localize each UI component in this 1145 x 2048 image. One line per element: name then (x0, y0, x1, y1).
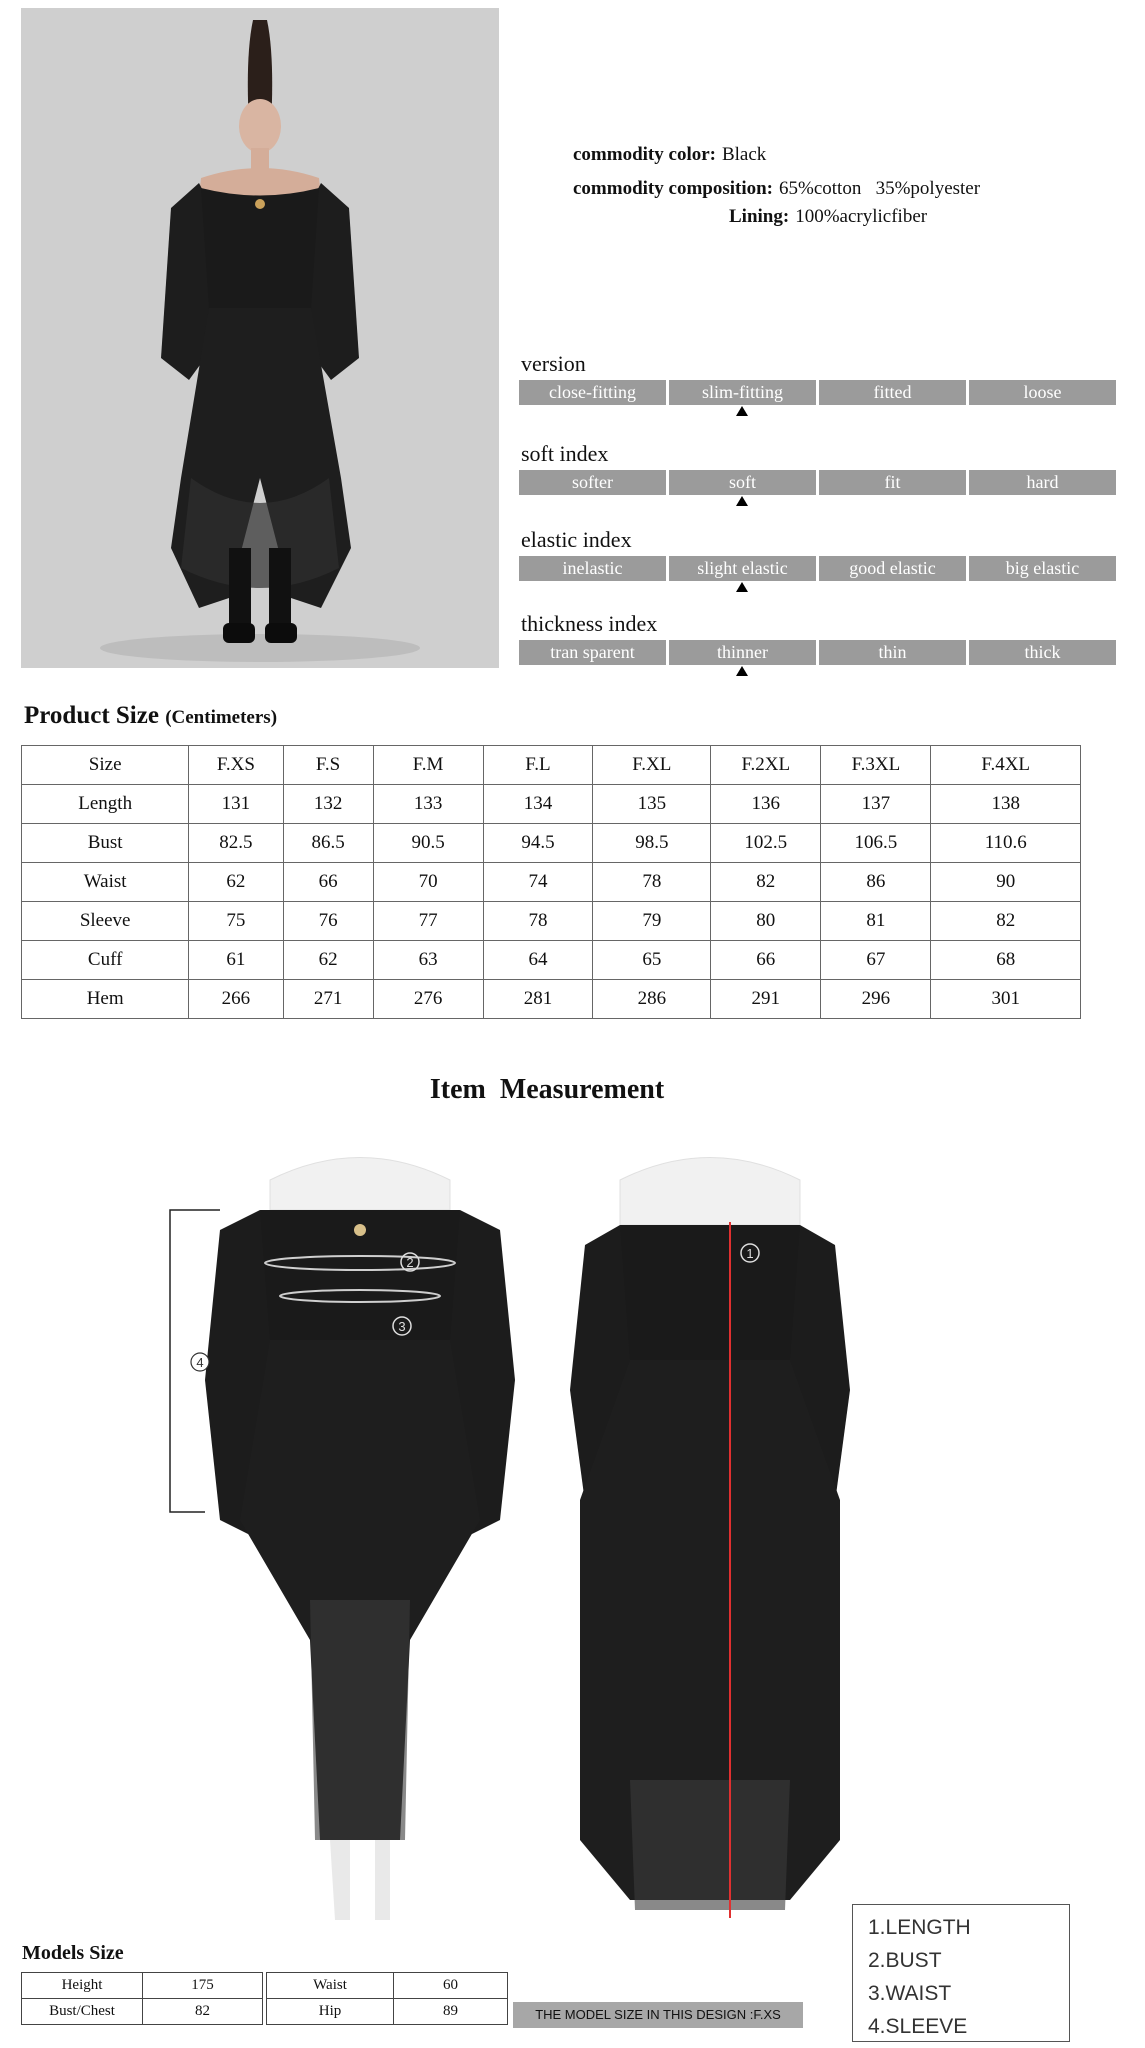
thickness-index-option: tran sparent (519, 640, 666, 665)
model-size-note: THE MODEL SIZE IN THIS DESIGN :F.XS (513, 2002, 803, 2028)
table-cell: 106.5 (821, 824, 931, 863)
legend-item-bust: 2.BUST (868, 1949, 942, 1972)
table-cell: 81 (821, 902, 931, 941)
model-hip-label: Hip (267, 1999, 394, 2025)
commodity-composition-label: commodity composition: (573, 178, 774, 199)
soft-index-bar (519, 470, 1116, 495)
marker-3-label: 3 (398, 1319, 406, 1334)
table-cell: 82 (931, 902, 1081, 941)
table-cell: 66 (711, 941, 821, 980)
size-table-body (22, 746, 1081, 1019)
commodity-composition-value: 65%cotton 35%polyester (779, 178, 981, 199)
soft-index-option: fit (819, 470, 966, 495)
thickness-index-option: thick (969, 640, 1116, 665)
table-row (267, 1973, 508, 1999)
table-row (22, 824, 1081, 863)
table-cell: 271 (283, 980, 373, 1019)
version-marker-icon (736, 406, 748, 416)
elastic-index-option: inelastic (519, 556, 666, 581)
model-height-value: 175 (143, 1973, 263, 1999)
table-cell: F.M (373, 746, 483, 785)
table-row (22, 863, 1081, 902)
thickness-index-marker-icon (736, 666, 748, 676)
table-cell: 135 (593, 785, 711, 824)
elastic-index-marker-icon (736, 582, 748, 592)
table-cell: 90 (931, 863, 1081, 902)
table-cell: 136 (711, 785, 821, 824)
table-cell: 98.5 (593, 824, 711, 863)
model-waist-value: 60 (394, 1973, 508, 1999)
lining-value: 100%acrylicfiber (795, 206, 928, 227)
legend-item-waist: 3.WAIST (868, 1982, 952, 2005)
model-height-label: Height (22, 1973, 143, 1999)
table-cell: 80 (711, 902, 821, 941)
table-cell: 102.5 (711, 824, 821, 863)
thickness-index-option: thinner (669, 640, 816, 665)
table-cell: 61 (189, 941, 283, 980)
dress-back-view (570, 1158, 850, 1919)
table-cell: Sleeve (22, 902, 189, 941)
table-cell: 74 (483, 863, 593, 902)
legend-item-length: 1.LENGTH (868, 1916, 971, 1939)
version-bar (519, 380, 1116, 405)
product-size-table (21, 745, 1081, 1019)
table-cell: 276 (373, 980, 483, 1019)
product-size-heading: Product Size (24, 702, 159, 729)
table-cell: 82.5 (189, 824, 283, 863)
model-figure (21, 8, 499, 668)
table-cell: 82 (711, 863, 821, 902)
table-row (267, 1999, 508, 2025)
table-cell: F.4XL (931, 746, 1081, 785)
table-row (22, 980, 1081, 1019)
thickness-index-bar (519, 640, 1116, 665)
table-cell: F.L (483, 746, 593, 785)
table-cell: 77 (373, 902, 483, 941)
table-cell: 138 (931, 785, 1081, 824)
table-row (22, 941, 1081, 980)
item-measurement-title: Item Measurement (429, 1074, 665, 1105)
table-cell: 86.5 (283, 824, 373, 863)
table-cell: 90.5 (373, 824, 483, 863)
table-cell: Size (22, 746, 189, 785)
table-cell: Bust (22, 824, 189, 863)
item-measurement-diagram (150, 1140, 910, 1930)
table-row (22, 902, 1081, 941)
table-cell: 86 (821, 863, 931, 902)
table-row (22, 785, 1081, 824)
commodity-color (573, 144, 766, 166)
table-cell: F.XS (189, 746, 283, 785)
models-size-left-table (21, 1972, 263, 2025)
version-option: fitted (819, 380, 966, 405)
table-cell: Length (22, 785, 189, 824)
soft-index-marker-icon (736, 496, 748, 506)
table-cell: F.XL (593, 746, 711, 785)
table-cell: 291 (711, 980, 821, 1019)
soft-index-title: soft index (521, 441, 609, 466)
elastic-index-option: big elastic (969, 556, 1116, 581)
soft-index-option: hard (969, 470, 1116, 495)
table-row (22, 1973, 263, 1999)
elastic-index-option: good elastic (819, 556, 966, 581)
table-cell: 78 (483, 902, 593, 941)
table-cell: 64 (483, 941, 593, 980)
table-cell: 78 (593, 863, 711, 902)
table-cell: 133 (373, 785, 483, 824)
dress-front-view (170, 1158, 515, 1921)
marker-4-label: 4 (196, 1355, 204, 1370)
models-size-title: Models Size (22, 1942, 124, 1964)
table-cell: 94.5 (483, 824, 593, 863)
table-cell: 286 (593, 980, 711, 1019)
model-bust-value: 82 (143, 1999, 263, 2025)
table-cell: 266 (189, 980, 283, 1019)
table-cell: 131 (189, 785, 283, 824)
table-cell: F.S (283, 746, 373, 785)
table-cell: 137 (821, 785, 931, 824)
table-cell: 296 (821, 980, 931, 1019)
table-cell: F.3XL (821, 746, 931, 785)
version-option: close-fitting (519, 380, 666, 405)
table-cell: Waist (22, 863, 189, 902)
table-cell: 66 (283, 863, 373, 902)
model-bust-label: Bust/Chest (22, 1999, 143, 2025)
table-cell: 110.6 (931, 824, 1081, 863)
table-cell: 67 (821, 941, 931, 980)
table-cell: 68 (931, 941, 1081, 980)
commodity-lining (729, 206, 927, 228)
table-cell: 62 (189, 863, 283, 902)
marker-2-label: 2 (406, 1255, 414, 1270)
commodity-color-label: commodity color: (573, 144, 716, 165)
soft-index-option: softer (519, 470, 666, 495)
table-cell: Cuff (22, 941, 189, 980)
table-cell: 281 (483, 980, 593, 1019)
model-hip-value: 89 (394, 1999, 508, 2025)
models-size-right-table (266, 1972, 508, 2025)
table-cell: 76 (283, 902, 373, 941)
table-cell: Hem (22, 980, 189, 1019)
commodity-composition (573, 178, 980, 200)
soft-index-option: soft (669, 470, 816, 495)
product-size-title (24, 702, 277, 730)
thickness-index-title: thickness index (521, 611, 658, 636)
elastic-index-bar (519, 556, 1116, 581)
table-cell: 79 (593, 902, 711, 941)
table-cell: 63 (373, 941, 483, 980)
table-cell: 70 (373, 863, 483, 902)
elastic-index-option: slight elastic (669, 556, 816, 581)
table-cell: F.2XL (711, 746, 821, 785)
measurement-legend (852, 1904, 1070, 2042)
size-table-header-row (22, 746, 1081, 785)
version-option: loose (969, 380, 1116, 405)
table-cell: 134 (483, 785, 593, 824)
marker-1-label: 1 (746, 1246, 754, 1261)
version-title: version (521, 351, 586, 376)
table-cell: 62 (283, 941, 373, 980)
table-cell: 65 (593, 941, 711, 980)
model-waist-label: Waist (267, 1973, 394, 1999)
version-option: slim-fitting (669, 380, 816, 405)
table-cell: 75 (189, 902, 283, 941)
legend-item-sleeve: 4.SLEEVE (868, 2015, 968, 2038)
model-photo (21, 8, 499, 668)
product-size-unit: (Centimeters) (165, 707, 278, 728)
table-cell: 301 (931, 980, 1081, 1019)
table-cell: 132 (283, 785, 373, 824)
commodity-color-value: Black (721, 144, 767, 165)
elastic-index-title: elastic index (521, 527, 632, 552)
table-row (22, 1999, 263, 2025)
lining-label: Lining: (729, 206, 790, 227)
thickness-index-option: thin (819, 640, 966, 665)
